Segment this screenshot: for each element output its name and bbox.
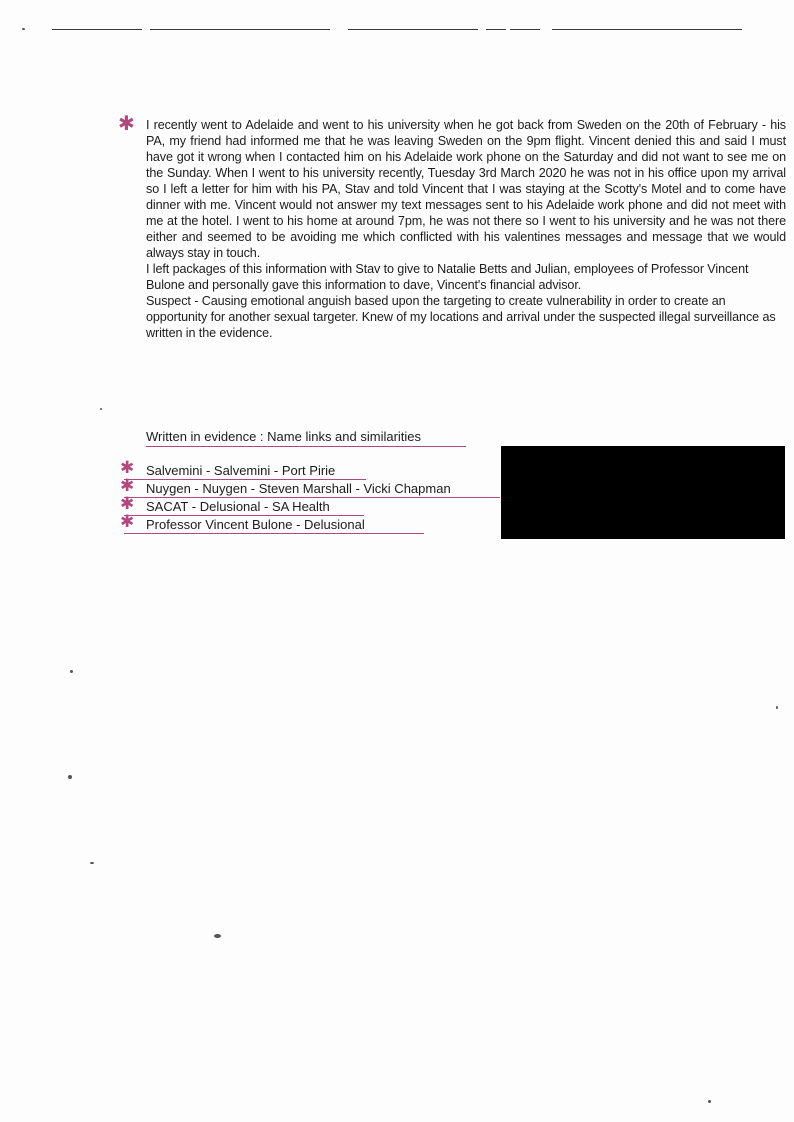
scan-speck	[214, 934, 221, 938]
link-text: Nuygen - Nuygen - Steven Marshall - Vicki Chapman	[146, 481, 451, 496]
scan-rule	[52, 29, 142, 30]
link-text: SACAT - Delusional - SA Health	[146, 499, 330, 514]
asterisk-annotation-icon: ✱	[120, 494, 135, 514]
scan-rule	[552, 29, 742, 30]
redaction-block	[501, 446, 785, 539]
section-title: Written in evidence : Name links and similarities	[146, 429, 422, 444]
list-item	[120, 476, 451, 499]
scan-rule	[150, 29, 330, 30]
link-text: Salvemini - Salvemini - Port Pirie	[146, 463, 336, 478]
scan-speck	[70, 670, 73, 673]
asterisk-annotation-icon: ✱	[120, 476, 135, 496]
link-underline	[124, 479, 366, 480]
link-underline	[124, 515, 364, 516]
link-underline	[124, 533, 424, 534]
scan-speck	[68, 775, 72, 779]
scan-speck	[22, 28, 25, 30]
paragraph-packages: I left packages of this information with Stav to give to Natalie Betts and Julian, employees of Professor Vincent Bulone and personally gave this information to dave, Vincent's financial advisor.	[146, 262, 749, 292]
paragraph-suspect: Suspect - Causing emotional anguish based upon the targeting to create vulnerability in order to create an opportunity for another sexual targeter. Knew of my locations and arrival under the suspected illegal surveillance as written in the evidence.	[146, 294, 776, 340]
scan-rule	[348, 29, 478, 30]
asterisk-annotation-icon: ✱	[118, 111, 135, 135]
name-links-list	[120, 458, 451, 535]
paragraph-main: I recently went to Adelaide and went to his university when he got back from Sweden on the 20th of February - his PA, my friend had informed me that he was leaving Sweden on the 9pm flight. Vincent denied this and said I must have got it wrong when I contacted him on his Adelaide work phone on the Saturday and did not want to see me on the Sunday. When I went to his university recently, Tuesday 3rd March 2020 he was not in his office upon my arrival so I left a letter for him with his PA, Stav and told Vincent that I was staying at the Scotty's Motel and to come have dinner with me. Vincent would not answer my text messages sent to his Adelaide work phone and did not meet with me at the hotel. I went to his home at around 7pm, he was not there so I went to his university and he was not there either and seemed to be avoiding me which conflicted with his valentines messages and message that we would always stay in touch.	[146, 118, 786, 260]
scan-rule	[510, 29, 540, 30]
list-item	[120, 494, 451, 517]
list-item	[120, 512, 451, 535]
scan-rule	[486, 29, 506, 30]
scan-speck	[90, 862, 94, 864]
link-underline	[124, 497, 500, 498]
link-text: Professor Vincent Bulone - Delusional	[146, 517, 365, 532]
section-title-underline	[146, 446, 466, 447]
scan-speck	[100, 408, 102, 410]
body-text	[146, 117, 786, 341]
list-item	[120, 458, 451, 481]
asterisk-annotation-icon: ✱	[120, 458, 135, 478]
scan-speck	[776, 706, 778, 709]
asterisk-annotation-icon: ✱	[120, 512, 135, 532]
scan-speck	[708, 1100, 711, 1103]
